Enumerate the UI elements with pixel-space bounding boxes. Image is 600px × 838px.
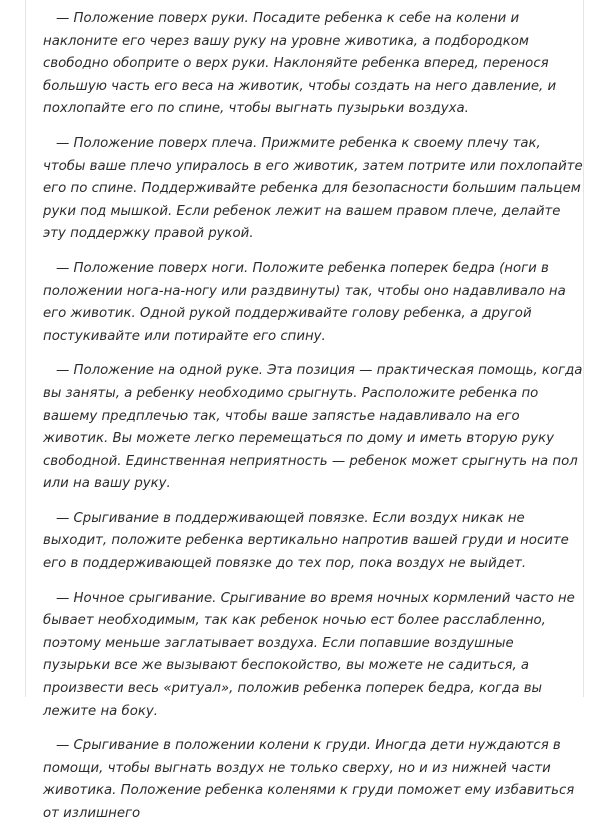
paragraph-over-shoulder: — Положение поверх плеча. Прижмите ребенка к своему плечу так, чтобы ваше плечо упиралось в его животик, затем потрите или похлопайте его по спине. Поддерживайте ребенка для безопасности большим пальцем руки под мышкой. Если ребенок лежит на вашем правом плече, делайте эту поддержку правой рукой.	[43, 135, 583, 242]
paragraph-knees-to-chest: — Срыгивание в положении колени к груди. Иногда дети нуждаются в помощи, чтобы выгнать воздух не только сверху, но и из нижней части животика. Положение ребенка коленями к груди поможет ему избавиться от излишнего	[43, 738, 575, 821]
paragraph-over-leg: — Положение поверх ноги. Положите ребенка поперек бедра (ноги в положении нога-на-ногу или раздвинуты) так, чтобы оно надавливало на его животик. Одной рукой поддерживайте голову ребенка, а другой постукивайте или потирайте его спину.	[43, 260, 566, 344]
paragraph-one-arm: — Положение на одной руке. Эта позиция — практическая помощь, когда вы заняты, а ребенку необходимо срыгнуть. Расположите ребенка по вашему предплечью так, чтобы ваше запястье надавливало на его животик. Вы можете легко перемещаться по дому и иметь вторую руку свободной. Единственная неприятность — ребенок может срыгнуть на пол или на вашу руку.	[43, 363, 583, 492]
paragraph-night-burping: — Ночное срыгивание. Срыгивание во время ночных кормлений часто не бывает необходимым, так как ребенок ночью ест более расслабленно, поэтому меньше заглатывает воздуха. Если попавшие воздушные пузырьки все же вызывают беспокойство, вы можете не садиться, а произвести весь «ритуал», положив ребенка поперек бедра, когда вы лежите на боку.	[43, 590, 575, 719]
paragraph-sling: — Срыгивание в поддерживающей повязке. Если воздух никак не выходит, положите ребенка вертикально напротив вашей груди и носите его в поддерживающей повязке до тех пор, пока воздух не выйдет.	[43, 510, 569, 572]
article-body	[43, 8, 583, 838]
paragraph-over-arm: — Положение поверх руки. Посадите ребенка к себе на колени и наклоните его через вашу руку на уровне животика, а подбородком свободно обоприте о верх руки. Наклоняйте ребенка вперед, перенося большую часть его веса на животик, чтобы создать на него давление, и похлопайте его по спине, чтобы выгнать пузырьки воздуха.	[43, 11, 557, 117]
article-page	[25, 0, 584, 821]
